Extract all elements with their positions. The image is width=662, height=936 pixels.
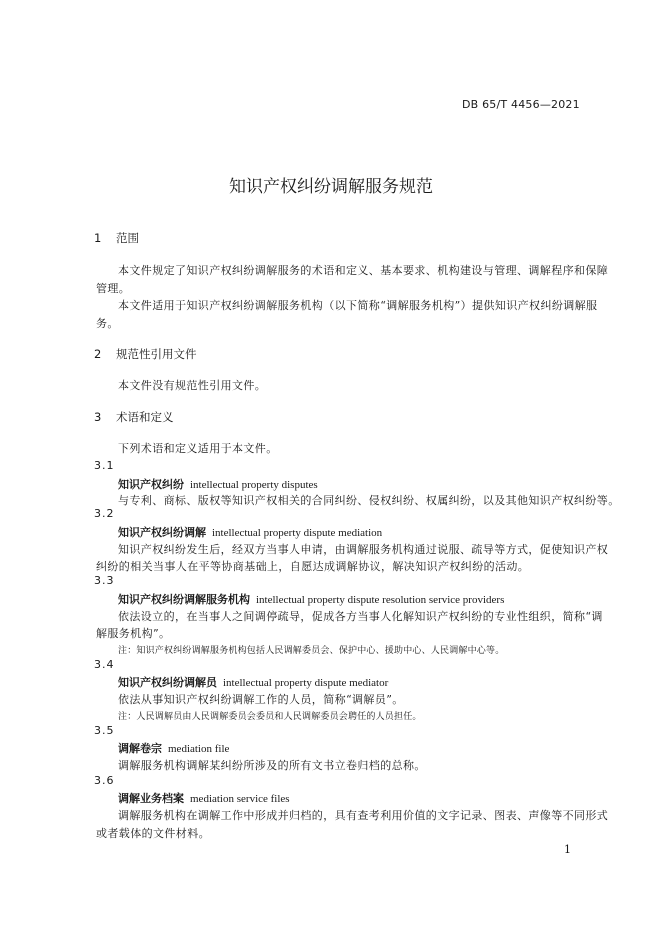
section-heading-3 bbox=[94, 409, 174, 425]
term-definition: 知识产权纠纷发生后，经双方当事人申请，由调解服务机构通过说服、疏导等方式，促使知识产权 bbox=[118, 543, 609, 556]
section-heading-1 bbox=[94, 230, 139, 246]
term-zh: 调解卷宗 bbox=[118, 742, 162, 755]
term-definition: 或者载体的文件材料。 bbox=[96, 827, 210, 840]
term-note: 注：人民调解员由人民调解委员会委员和人民调解委员会聘任的人员担任。 bbox=[118, 712, 422, 722]
term-entry bbox=[118, 476, 318, 492]
term-zh: 知识产权纠纷调解服务机构 bbox=[118, 593, 250, 606]
term-definition: 依法设立的，在当事人之间调停疏导，促成各方当事人化解知识产权纠纷的专业性组织，简称“调 bbox=[118, 610, 603, 623]
document-id: DB 65/T 4456—2021 bbox=[462, 98, 580, 111]
section-title: 术语和定义 bbox=[116, 410, 174, 424]
page-number: 1 bbox=[564, 843, 571, 856]
page-title: 知识产权纠纷调解服务规范 bbox=[229, 177, 433, 197]
paragraph-line: 管理。 bbox=[96, 282, 131, 295]
term-number: 3.2 bbox=[94, 507, 115, 520]
term-en: intellectual property dispute mediation bbox=[212, 527, 383, 539]
term-number: 3.5 bbox=[94, 724, 115, 737]
section-title: 范围 bbox=[116, 231, 139, 245]
term-zh: 知识产权纠纷调解员 bbox=[118, 676, 217, 689]
term-en: intellectual property dispute mediator bbox=[223, 677, 389, 689]
term-number: 3.1 bbox=[94, 459, 115, 472]
paragraph-line: 务。 bbox=[96, 317, 119, 330]
term-en: mediation file bbox=[168, 743, 230, 755]
term-definition: 解服务机构”。 bbox=[96, 627, 171, 640]
term-definition: 调解服务机构调解某纠纷所涉及的所有文书立卷归档的总称。 bbox=[118, 759, 426, 772]
term-entry bbox=[118, 674, 388, 690]
term-definition: 纠纷的相关当事人在平等协商基础上，自愿达成调解协议，解决知识产权纠纷的活动。 bbox=[96, 560, 530, 573]
section-number: 2 bbox=[94, 347, 102, 361]
term-definition: 与专利、商标、版权等知识产权相关的合同纠纷、侵权纠纷、权属纠纷，以及其他知识产权纠纷等。 bbox=[118, 494, 620, 507]
term-entry bbox=[118, 591, 504, 607]
term-entry bbox=[118, 524, 382, 540]
term-en: intellectual property disputes bbox=[190, 479, 318, 491]
section-title: 规范性引用文件 bbox=[116, 347, 197, 361]
term-en: mediation service files bbox=[190, 793, 290, 805]
term-note: 注：知识产权纠纷调解服务机构包括人民调解委员会、保护中心、援助中心、人民调解中心等。 bbox=[118, 646, 505, 656]
paragraph-line: 本文件没有规范性引用文件。 bbox=[118, 379, 267, 392]
term-entry bbox=[118, 790, 290, 806]
term-entry bbox=[118, 740, 229, 756]
term-number: 3.3 bbox=[94, 574, 115, 587]
term-definition: 依法从事知识产权纠纷调解工作的人员，简称“调解员”。 bbox=[118, 693, 404, 706]
paragraph-line: 下列术语和定义适用于本文件。 bbox=[118, 442, 278, 455]
term-definition: 调解服务机构在调解工作中形成并归档的，具有查考利用价值的文字记录、图表、声像等不同形式 bbox=[118, 809, 609, 822]
term-number: 3.6 bbox=[94, 774, 115, 787]
term-en: intellectual property dispute resolution service providers bbox=[256, 594, 505, 606]
section-number: 1 bbox=[94, 231, 102, 245]
section-heading-2 bbox=[94, 346, 197, 362]
paragraph-line: 本文件规定了知识产权纠纷调解服务的术语和定义、基本要求、机构建设与管理、调解程序和保障 bbox=[118, 264, 609, 277]
paragraph-line: 本文件适用于知识产权纠纷调解服务机构（以下简称“调解服务机构”）提供知识产权纠纷调解服 bbox=[118, 299, 598, 312]
term-number: 3.4 bbox=[94, 658, 115, 671]
term-zh: 知识产权纠纷 bbox=[118, 478, 184, 491]
term-zh: 调解业务档案 bbox=[118, 792, 184, 805]
term-zh: 知识产权纠纷调解 bbox=[118, 526, 206, 539]
section-number: 3 bbox=[94, 410, 102, 424]
